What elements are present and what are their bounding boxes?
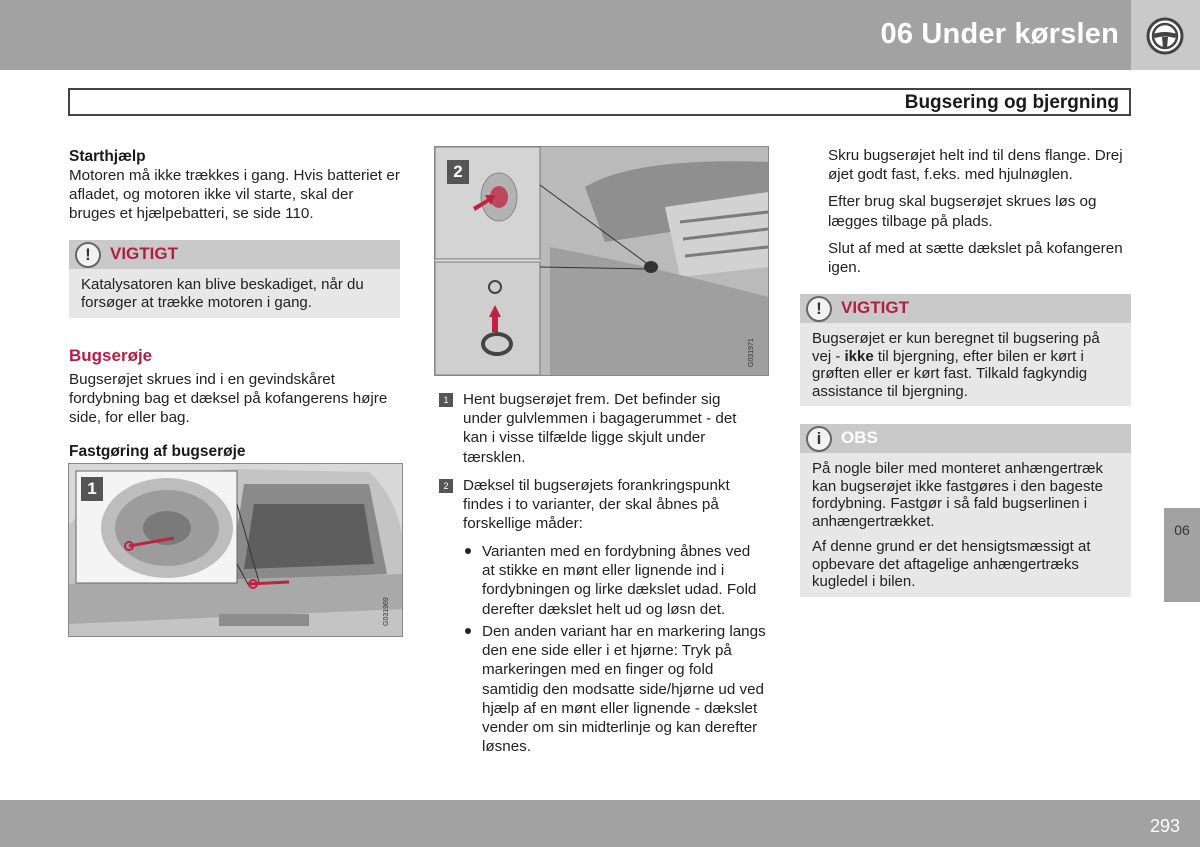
bumper-illustration xyxy=(435,147,768,375)
starthjaelp-text: Motoren må ikke trækkes i gang. Hvis batteriet er afladet, og motoren ikke vil starte, skal der bruges et hjælpebatteri, se side 110. xyxy=(69,167,400,223)
vigtigt-text-b: til bjergning, efter bilen er kørt i grøften eller er kørt fast. Tilkald fagkyndig assistance til bjergning. xyxy=(812,347,1088,400)
figure-1-code: G031969 xyxy=(383,597,390,626)
trunk-illustration xyxy=(69,464,402,636)
step-2-text: Dæksel til bugserøjets forankringspunkt findes i to varianter, der skal åbnes på forskellige måder: xyxy=(463,477,730,533)
bugseroje-heading: Bugserøje xyxy=(69,346,153,365)
step-1-badge: 1 xyxy=(439,393,453,407)
chapter-title: 06 Under kørslen xyxy=(880,18,1119,50)
vigtigt-callout-text xyxy=(800,323,1131,409)
obs-callout-body xyxy=(800,453,1131,600)
paragraph-1: Skru bugserøjet helt ind til dens flange. Drej øjet godt fast, f.eks. med hjulnøglen. xyxy=(828,147,1123,184)
steering-wheel-icon xyxy=(1131,0,1200,70)
warning-icon: ! xyxy=(75,242,101,268)
figure-2-number: 2 xyxy=(447,160,469,184)
paragraph-3: Slut af med at sætte dækslet på kofangeren igen. xyxy=(828,239,1123,277)
figure-1-number: 1 xyxy=(81,477,103,501)
section-title-box xyxy=(68,88,1131,116)
vigtigt-callout-header xyxy=(69,240,400,269)
bullet-item-1: Varianten med en fordybning åbnes ved at stikke en mønt eller lignende ind i fordybningen og lirke dækslet udad. Fold derefter dækslet helt ud og løsn det. xyxy=(482,543,757,618)
fastgoring-heading: Fastgøring af bugserøje xyxy=(69,443,246,460)
figure-1-trunk-illustration xyxy=(68,463,403,637)
obs-callout-header xyxy=(800,424,1131,453)
vigtigt-text-a: Bugserøjet er kun beregnet til bugsering på vej - xyxy=(812,330,1100,365)
footer-bar xyxy=(0,800,1200,847)
vigtigt-callout-1 xyxy=(69,240,400,318)
starthjaelp-heading: Starthjælp xyxy=(69,148,146,165)
vigtigt-callout-title: VIGTIGT xyxy=(110,244,178,263)
obs-text-1: På nogle biler med monteret anhængertræk kan bugserøjet ikke fastgøres i den bageste fordybning. Fastgør i så fald bugserlinen i anhængertrækket. xyxy=(812,460,1103,530)
chapter-side-tab-label: 06 xyxy=(1174,522,1190,538)
chapter-icon-box xyxy=(1131,0,1200,70)
page-number: 293 xyxy=(1149,816,1180,836)
figure-2-code: G031971 xyxy=(748,338,755,367)
bugseroje-text: Bugserøjet skrues ind i en gevindskåret fordybning bag et dæksel på kofangerens højre side, for eller bag. xyxy=(69,371,388,427)
obs-text-2: Af denne grund er det hensigtsmæssigt at opbevare det aftagelige anhængertræks kugledel i bilen. xyxy=(812,538,1091,590)
vigtigt-callout-2 xyxy=(800,294,1131,406)
paragraph-2: Efter brug skal bugserøjet skrues løs og lægges tilbage på plads. xyxy=(828,193,1097,230)
obs-callout xyxy=(800,424,1131,597)
vigtigt-callout-title: VIGTIGT xyxy=(841,298,909,317)
step-1-text: Hent bugserøjet frem. Det befinder sig under gulvlemmen i bagagerummet - det kan i visse tilfælde ligge skjult under tærsklen. xyxy=(463,391,737,466)
section-title: Bugsering og bjergning xyxy=(904,92,1119,113)
step-2-badge: 2 xyxy=(439,479,453,493)
vigtigt-text-bold: ikke xyxy=(844,347,874,365)
info-icon: i xyxy=(806,426,832,452)
figure-2-bumper-illustration xyxy=(434,146,769,376)
obs-callout-title: OBS xyxy=(841,428,878,447)
col3-paragraphs xyxy=(828,146,1128,285)
bullet-dot xyxy=(465,628,471,634)
vigtigt-callout-header xyxy=(800,294,1131,323)
vigtigt-callout-text: Katalysatoren kan blive beskadiget, når du forsøger at trække motoren i gang. xyxy=(81,276,364,311)
warning-icon: ! xyxy=(806,296,832,322)
bullet-item-2: Den anden variant har en markering langs den ene side eller i et hjørne: Tryk på markeringen med en finger og fold samtidig den modsatte side/hjørne ud ved hjælp af en mønt eller lignende - dækslet vender om sin midterlinje og kan derefter løsnes. xyxy=(482,623,766,756)
bullet-dot xyxy=(465,548,471,554)
